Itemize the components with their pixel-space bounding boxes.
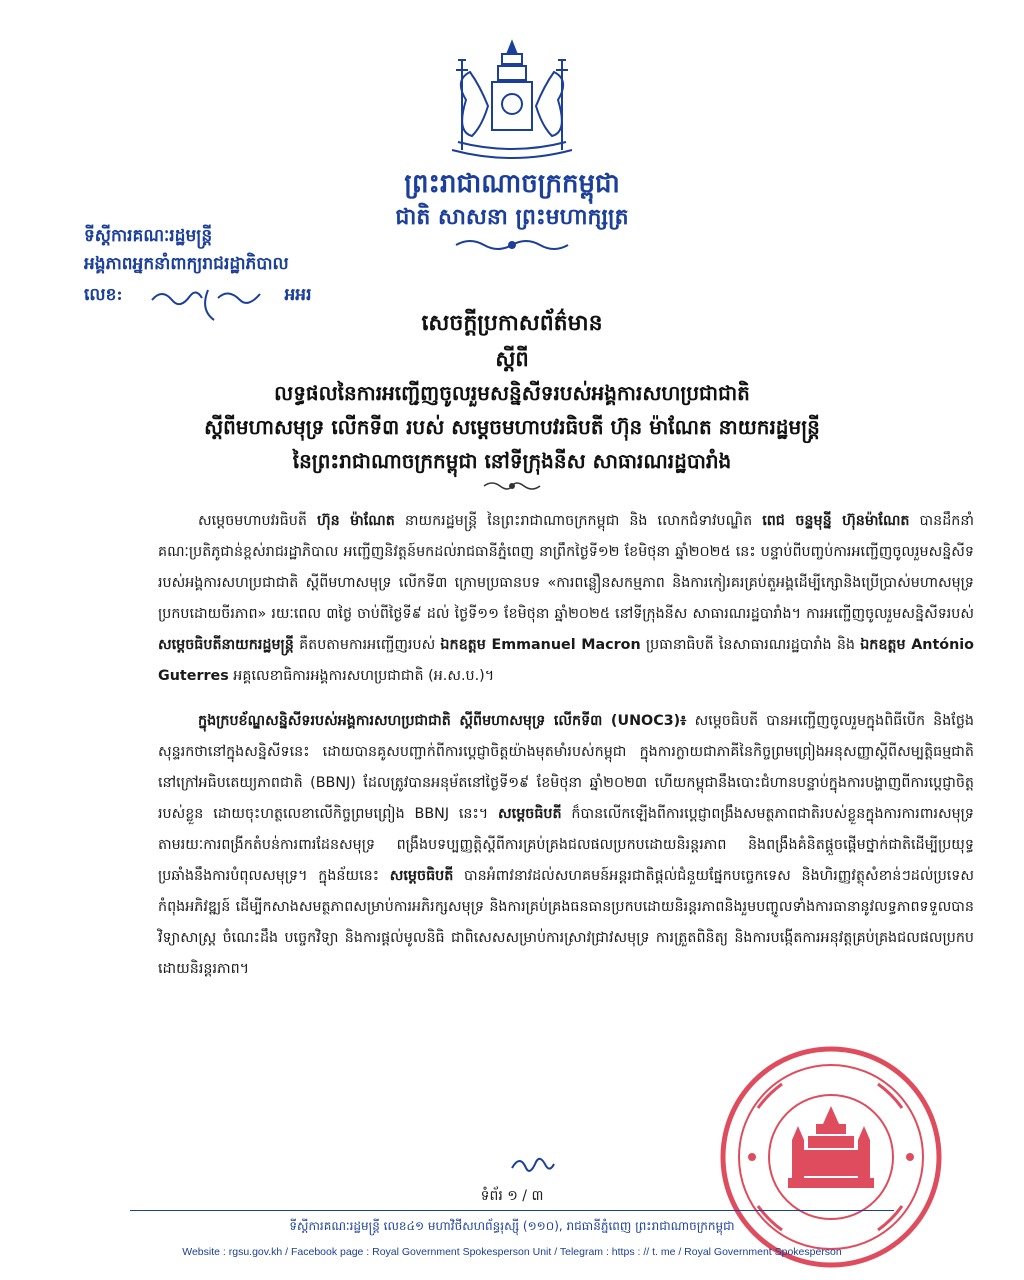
text-run: ប្រធានាធិបតី នៃសាធារណរដ្ឋបារាំង និង: [640, 637, 861, 653]
royal-coat-of-arms-icon: [432, 38, 592, 166]
title-main: សេចក្តីប្រកាសព័ត៌មាន: [421, 310, 603, 336]
ornament-divider-icon: [452, 236, 572, 254]
text-run: បានដឹកនាំគណៈប្រតិភូជាន់ខ្ពស់រាជរដ្ឋាភិបាល អញ្ជើញនិវត្តន៍មកដល់រាជធានីភ្នំពេញ នាព្រឹកថ្ងៃទី១២ ខែមិថុនា ឆ្នាំ២០២៥ នេះ បន្ទាប់ពីបញ្ចប់ការអញ្ជើញចូលរួមសន្និសីទរបស់អង្គការសហប្រជាជាតិ ស្តីពីមហាសមុទ្រ លើកទី៣ ក្រោមប្រធានបទ «ការពន្លឿនសកម្មភាព និងការកៀរគរគ្រប់តួអង្គដើម្បីក្សោនិងប្រើប្រាស់មហាសមុទ្រប្រកបដោយចីរភាព» រយៈពេល ៣ថ្ងៃ ចាប់ពីថ្ងៃទី៩ ដល់ ថ្ងៃទី១១ ខែមិថុនា ឆ្នាំ២០២៥ នៅទីក្រុងនីស សាធារណរដ្ឋបារាំង។ ការអញ្ជើញចូលរួមសន្និសីទរបស់: [158, 513, 974, 622]
announcement-title: [150, 304, 874, 478]
department-line: អង្គភាពអ្នកនាំពាក្យរាជរដ្ឋាភិបាល: [84, 254, 289, 274]
text-run-bold: ហ៊ុន ម៉ាណែត: [316, 513, 395, 529]
paragraph: [158, 506, 974, 692]
text-run-bold: សម្តេចធិបតី: [498, 806, 562, 822]
kingdom-name: ព្រះរាជាណាចក្រកម្ពុជា: [404, 169, 620, 199]
text-run-bold: ឯកឧត្តម Emmanuel Macron: [440, 637, 641, 653]
title-sub: ស្តីពី: [495, 346, 529, 371]
text-run: បានអំពាវនាវដល់សហគមន៍អន្តរជាតិផ្តល់ជំនួយផ្នែកបច្ចេកទេស និងហិរញ្ញវត្ថុសំខាន់ៗដល់ប្រទេសកំពុងអភិវឌ្ឍន៍ ដើម្បីកសាងសមត្ថភាពសម្រាប់ការអភិរក្សសមុទ្រ និងការគ្រប់គ្រងធនធានប្រកបដោយនិរន្តរភាពនិងរួមបញ្ចូលទាំងការធានានូវលទ្ធភាពទទួលបានវិទ្យាសាស្ត្រ ចំណេះដឹង បច្ចេកវិទ្យា និងការផ្តល់មូលនិធិ ជាពិសេសសម្រាប់ការស្រាវជ្រាវសមុទ្រ ការត្រួតពិនិត្យ និងការបង្កើតការអនុវត្តគ្រប់គ្រងជលផលប្រកបដោយនិរន្តរភាព។: [158, 868, 974, 977]
initials-signature-icon: [508, 1150, 558, 1176]
text-run: នាយករដ្ឋមន្ត្រី នៃព្រះរាជាណាចក្រកម្ពុជា និង លោកជំទាវបណ្ឌិត: [394, 513, 763, 529]
reference-suffix: អអរ: [284, 285, 312, 305]
paragraph: [158, 706, 974, 985]
text-run-bold: ពេជ ចន្ទមុន្នី ហ៊ុនម៉ាណែត: [762, 513, 910, 529]
text-run-bold: ក្នុងក្របខ័ណ្ឌសន្និសីទរបស់អង្គការសហប្រជាជាតិ ស្តីពីមហាសមុទ្រ លើកទី៣ (UNOC3)៖: [198, 713, 687, 729]
text-run-bold: សម្តេចធិបតីនាយករដ្ឋមន្ត្រី: [158, 637, 294, 653]
text-run: អគ្គលេខាធិការអង្គការសហប្រជាជាតិ (អ.ស.ប.)។: [228, 668, 495, 684]
text-run: សម្តេចធិបតី បានអញ្ជើញចូលរួមក្នុងពិធីបើក និងថ្លែងសុន្ទរកថានៅក្នុងសន្និសីទនេះ ដោយបានគូសបញ្ជាក់ពីការប្តេជ្ញាចិត្តយ៉ាងមុតមាំរបស់កម្ពុជា ក្នុងការក្លាយជាភាគីនៃកិច្ចព្រមព្រៀងអនុសញ្ញាស្តីពីសម្បត្តិធម្មជាតិនៅក្រៅអធិបតេយ្យភាពជាតិ (BBNJ) ដែលត្រូវបានអនុម័តនៅថ្ងៃទី១៩ ខែមិថុនា ឆ្នាំ២០២៣ ហើយកម្ពុជានឹងបោះជំហានបន្ទាប់ក្នុងការបង្ហាញពីការប្តេជ្ញាចិត្តរបស់ខ្លួន ដោយចុះហត្ថលេខាលើកិច្ចព្រមព្រៀង BBNJ នេះ។: [158, 713, 974, 822]
national-motto: ជាតិ សាសនា ព្រះមហាក្សត្រ: [395, 204, 629, 230]
footer-divider: [130, 1210, 894, 1211]
title-line: លទ្ធផលនៃការអញ្ជើញចូលរួមសន្និសីទរបស់អង្គការសហប្រជាជាតិ: [274, 381, 750, 405]
reference-label: លេខ:: [84, 285, 123, 305]
text-run-bold: សម្តេចធិបតី: [389, 868, 454, 884]
text-run-bold: ឯកឧត្តម António Guterres: [158, 637, 975, 684]
title-line: ស្តីពីមហាសមុទ្រ លើកទី៣ របស់ សម្តេចមហាបវរធិបតី ហ៊ុន ម៉ាណែត នាយករដ្ឋមន្ត្រី: [204, 415, 820, 439]
text-run: សម្តេចមហាបវរធិបតី: [198, 513, 317, 529]
announcement-body: [158, 506, 974, 999]
issuing-department: [84, 222, 384, 278]
footer-web-links: Website : rgsu.gov.kh / Facebook page : Royal Government Spokesperson Unit / Telegram : https : // t. me / Royal Government Spokesperson: [182, 1246, 842, 1258]
official-seal-icon: [718, 1044, 944, 1270]
ornament-divider-icon: [480, 478, 544, 494]
page-number: ទំព័រ ១ / ៣: [480, 1188, 544, 1204]
text-run: គឺតបតាមការអញ្ជើញរបស់: [293, 637, 441, 653]
text-run: ក៏បានលើកឡើងពីការប្តេជ្ញាពង្រឹងសមត្ថភាពជាតិរបស់ខ្លួនក្នុងការការពារសមុទ្រ តាមរយៈការពង្រីកតំបន់ការពារដែនសមុទ្រ ពង្រឹងបទប្បញ្ញត្តិស្តីពីការគ្រប់គ្រងជលផលប្រកបដោយនិរន្តរភាព និងពង្រឹងគំនិតផ្តួចផ្តើមថ្នាក់ជាតិដើម្បីប្រយុទ្ធប្រឆាំងនឹងការបំពុលសមុទ្រ។ ក្នុងន័យនេះ: [158, 806, 974, 884]
department-line: ទីស្តីការគណៈរដ្ឋមន្ត្រី: [84, 226, 213, 246]
title-line: នៃព្រះរាជាណាចក្រកម្ពុជា នៅទីក្រុងនីស សាធារណរដ្ឋបារាំង: [292, 449, 732, 473]
footer-address: ទីស្តីការគណៈរដ្ឋមន្ត្រី លេខ៤១ មហាវិថីសហព័ន្ធរុស្ស៊ី (១១០), រាជធានីភ្នំពេញ ព្រះរាជាណាចក្រកម្ពុជា: [289, 1219, 735, 1233]
